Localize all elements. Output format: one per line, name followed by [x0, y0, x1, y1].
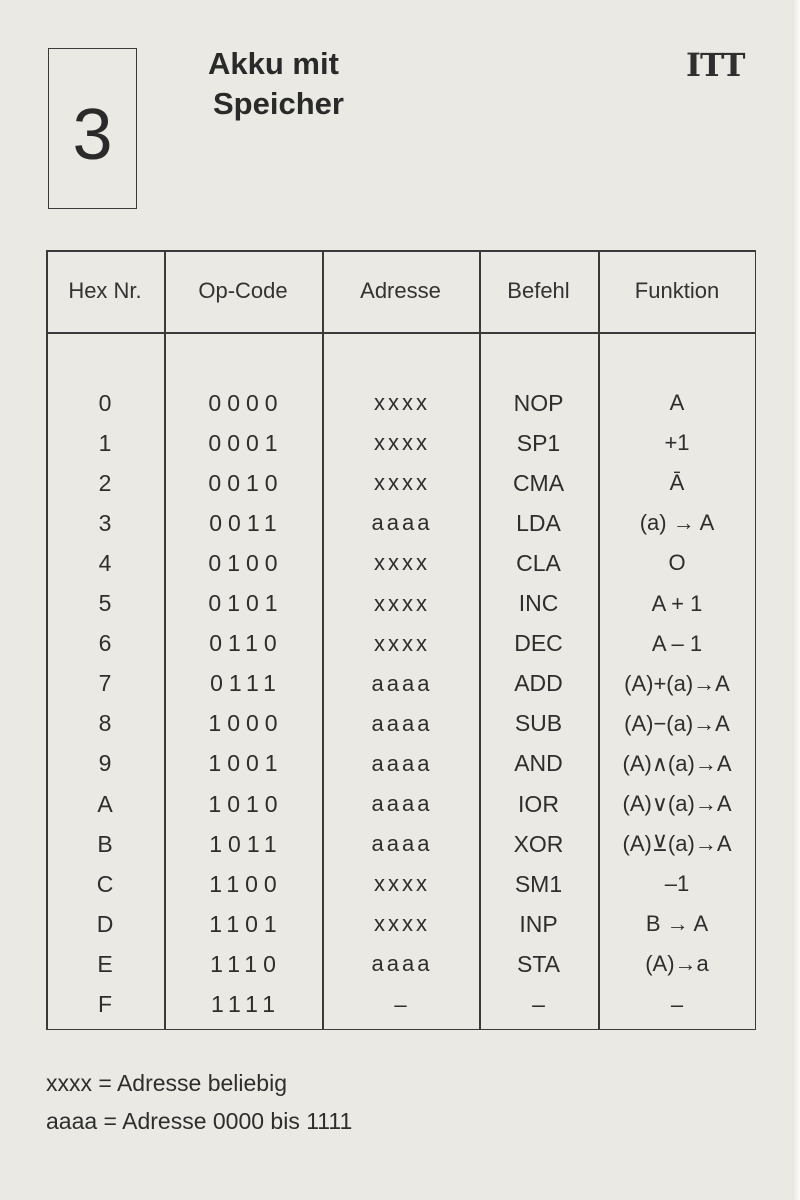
- legend-xxxx: xxxx = Adresse beliebig: [46, 1070, 287, 1096]
- cell-address: aaaa: [371, 750, 433, 776]
- cell-hex: A: [97, 790, 113, 817]
- cell-function: (A)→a: [645, 951, 709, 977]
- cell-command: CLA: [516, 549, 561, 576]
- cell-command: XOR: [513, 830, 564, 857]
- cell-address: xxxx: [374, 470, 430, 496]
- cell-opcode: 1011: [209, 830, 283, 857]
- legend-aaaa: aaaa = Adresse 0000 bis 1111: [46, 1108, 353, 1134]
- cell-address: aaaa: [371, 670, 433, 696]
- cell-hex: 1: [98, 429, 112, 456]
- cell-function: (A)⊻(a)→A: [622, 831, 732, 857]
- cell-command: AND: [514, 750, 563, 777]
- header-opcode: Op-Code: [198, 278, 288, 303]
- cell-command: CMA: [512, 469, 565, 496]
- cell-opcode: 0101: [208, 590, 284, 616]
- cell-address: aaaa: [371, 710, 433, 736]
- cell-function: (A)+(a)→A: [624, 670, 730, 696]
- cell-command: DEC: [514, 630, 563, 657]
- cell-function: (A)−(a)→A: [624, 710, 730, 736]
- cell-address: aaaa: [371, 791, 433, 816]
- cell-address: xxxx: [374, 630, 430, 656]
- cell-function: –: [670, 991, 684, 1017]
- cell-hex: B: [97, 830, 113, 857]
- cell-opcode: 0111: [210, 670, 282, 697]
- cell-command: STA: [516, 950, 561, 977]
- cell-address: xxxx: [374, 590, 430, 616]
- cell-address: xxxx: [374, 550, 430, 576]
- cell-function: +1: [664, 430, 690, 456]
- cell-opcode: 0110: [209, 630, 283, 657]
- cell-function: (A)∧(a)→A: [622, 750, 732, 776]
- cell-hex: 8: [98, 710, 112, 737]
- cell-command: INC: [518, 590, 559, 616]
- table-header-divider: [46, 332, 756, 334]
- cell-address: aaaa: [371, 951, 433, 977]
- cell-opcode: 1010: [208, 790, 284, 817]
- cell-opcode: 0100: [208, 549, 284, 576]
- cell-address: xxxx: [374, 911, 430, 937]
- cell-hex: F: [97, 991, 113, 1017]
- cell-function: –1: [664, 871, 690, 897]
- cell-opcode: 1000: [208, 710, 284, 737]
- cell-function: (A)∨(a)→A: [622, 791, 732, 816]
- cell-function: A: [669, 390, 685, 415]
- header-function: Funktion: [634, 278, 720, 303]
- cell-opcode: 1110: [210, 950, 282, 977]
- cell-command: SUB: [514, 710, 563, 737]
- cell-address: xxxx: [374, 430, 430, 456]
- cell-command: NOP: [513, 389, 564, 416]
- cell-hex: 7: [98, 670, 112, 697]
- cell-function: O: [668, 550, 686, 576]
- cell-command: LDA: [516, 509, 561, 536]
- cell-opcode: 0010: [208, 469, 284, 496]
- cell-opcode: 0011: [209, 509, 283, 536]
- header-hex: Hex Nr.: [68, 278, 142, 303]
- cell-address: xxxx: [374, 390, 430, 415]
- cell-opcode: 1111: [210, 991, 282, 1017]
- opcode-table: [46, 250, 756, 1030]
- header-command: Befehl: [507, 278, 570, 303]
- cell-address: xxxx: [374, 871, 430, 897]
- cell-hex: 4: [98, 549, 112, 576]
- cell-address: –: [394, 991, 410, 1017]
- card-title-line1: Akku mit: [208, 46, 339, 81]
- cell-function: Ā: [669, 470, 685, 496]
- cell-command: IOR: [518, 790, 559, 817]
- card-title-line2: Speicher: [213, 86, 344, 121]
- cell-opcode: 1001: [208, 750, 284, 777]
- cell-address: aaaa: [371, 510, 433, 536]
- cell-opcode: 0001: [208, 429, 284, 456]
- cell-hex: 5: [98, 590, 112, 616]
- cell-address: aaaa: [371, 831, 433, 857]
- table-border-bottom: [46, 1029, 756, 1031]
- cell-opcode: 1101: [209, 910, 283, 937]
- cell-opcode: 1100: [209, 870, 283, 897]
- card-number: 3: [72, 94, 113, 175]
- card-number-box: [48, 48, 137, 209]
- cell-function: A – 1: [651, 630, 703, 656]
- cell-hex: E: [97, 950, 113, 977]
- cell-hex: C: [96, 870, 114, 897]
- cell-hex: 6: [98, 630, 112, 657]
- card-title: [208, 44, 344, 124]
- cell-command: –: [532, 991, 545, 1017]
- cell-function: A + 1: [651, 590, 703, 616]
- cell-opcode: 0000: [208, 389, 284, 416]
- cell-function: B → A: [645, 911, 709, 937]
- card-edge: [792, 0, 800, 1200]
- cell-command: INP: [519, 910, 558, 937]
- cell-hex: 2: [98, 469, 112, 496]
- cell-hex: 3: [98, 509, 112, 536]
- cell-hex: 0: [98, 389, 112, 416]
- cell-command: SP1: [516, 429, 561, 456]
- cell-command: SM1: [514, 870, 563, 897]
- header-address: Adresse: [360, 278, 441, 303]
- itt-logo: ITT: [686, 46, 745, 84]
- cell-hex: 9: [98, 750, 112, 777]
- cell-command: ADD: [514, 670, 563, 697]
- cell-hex: D: [96, 910, 114, 937]
- cell-function: (a) → A: [639, 510, 715, 536]
